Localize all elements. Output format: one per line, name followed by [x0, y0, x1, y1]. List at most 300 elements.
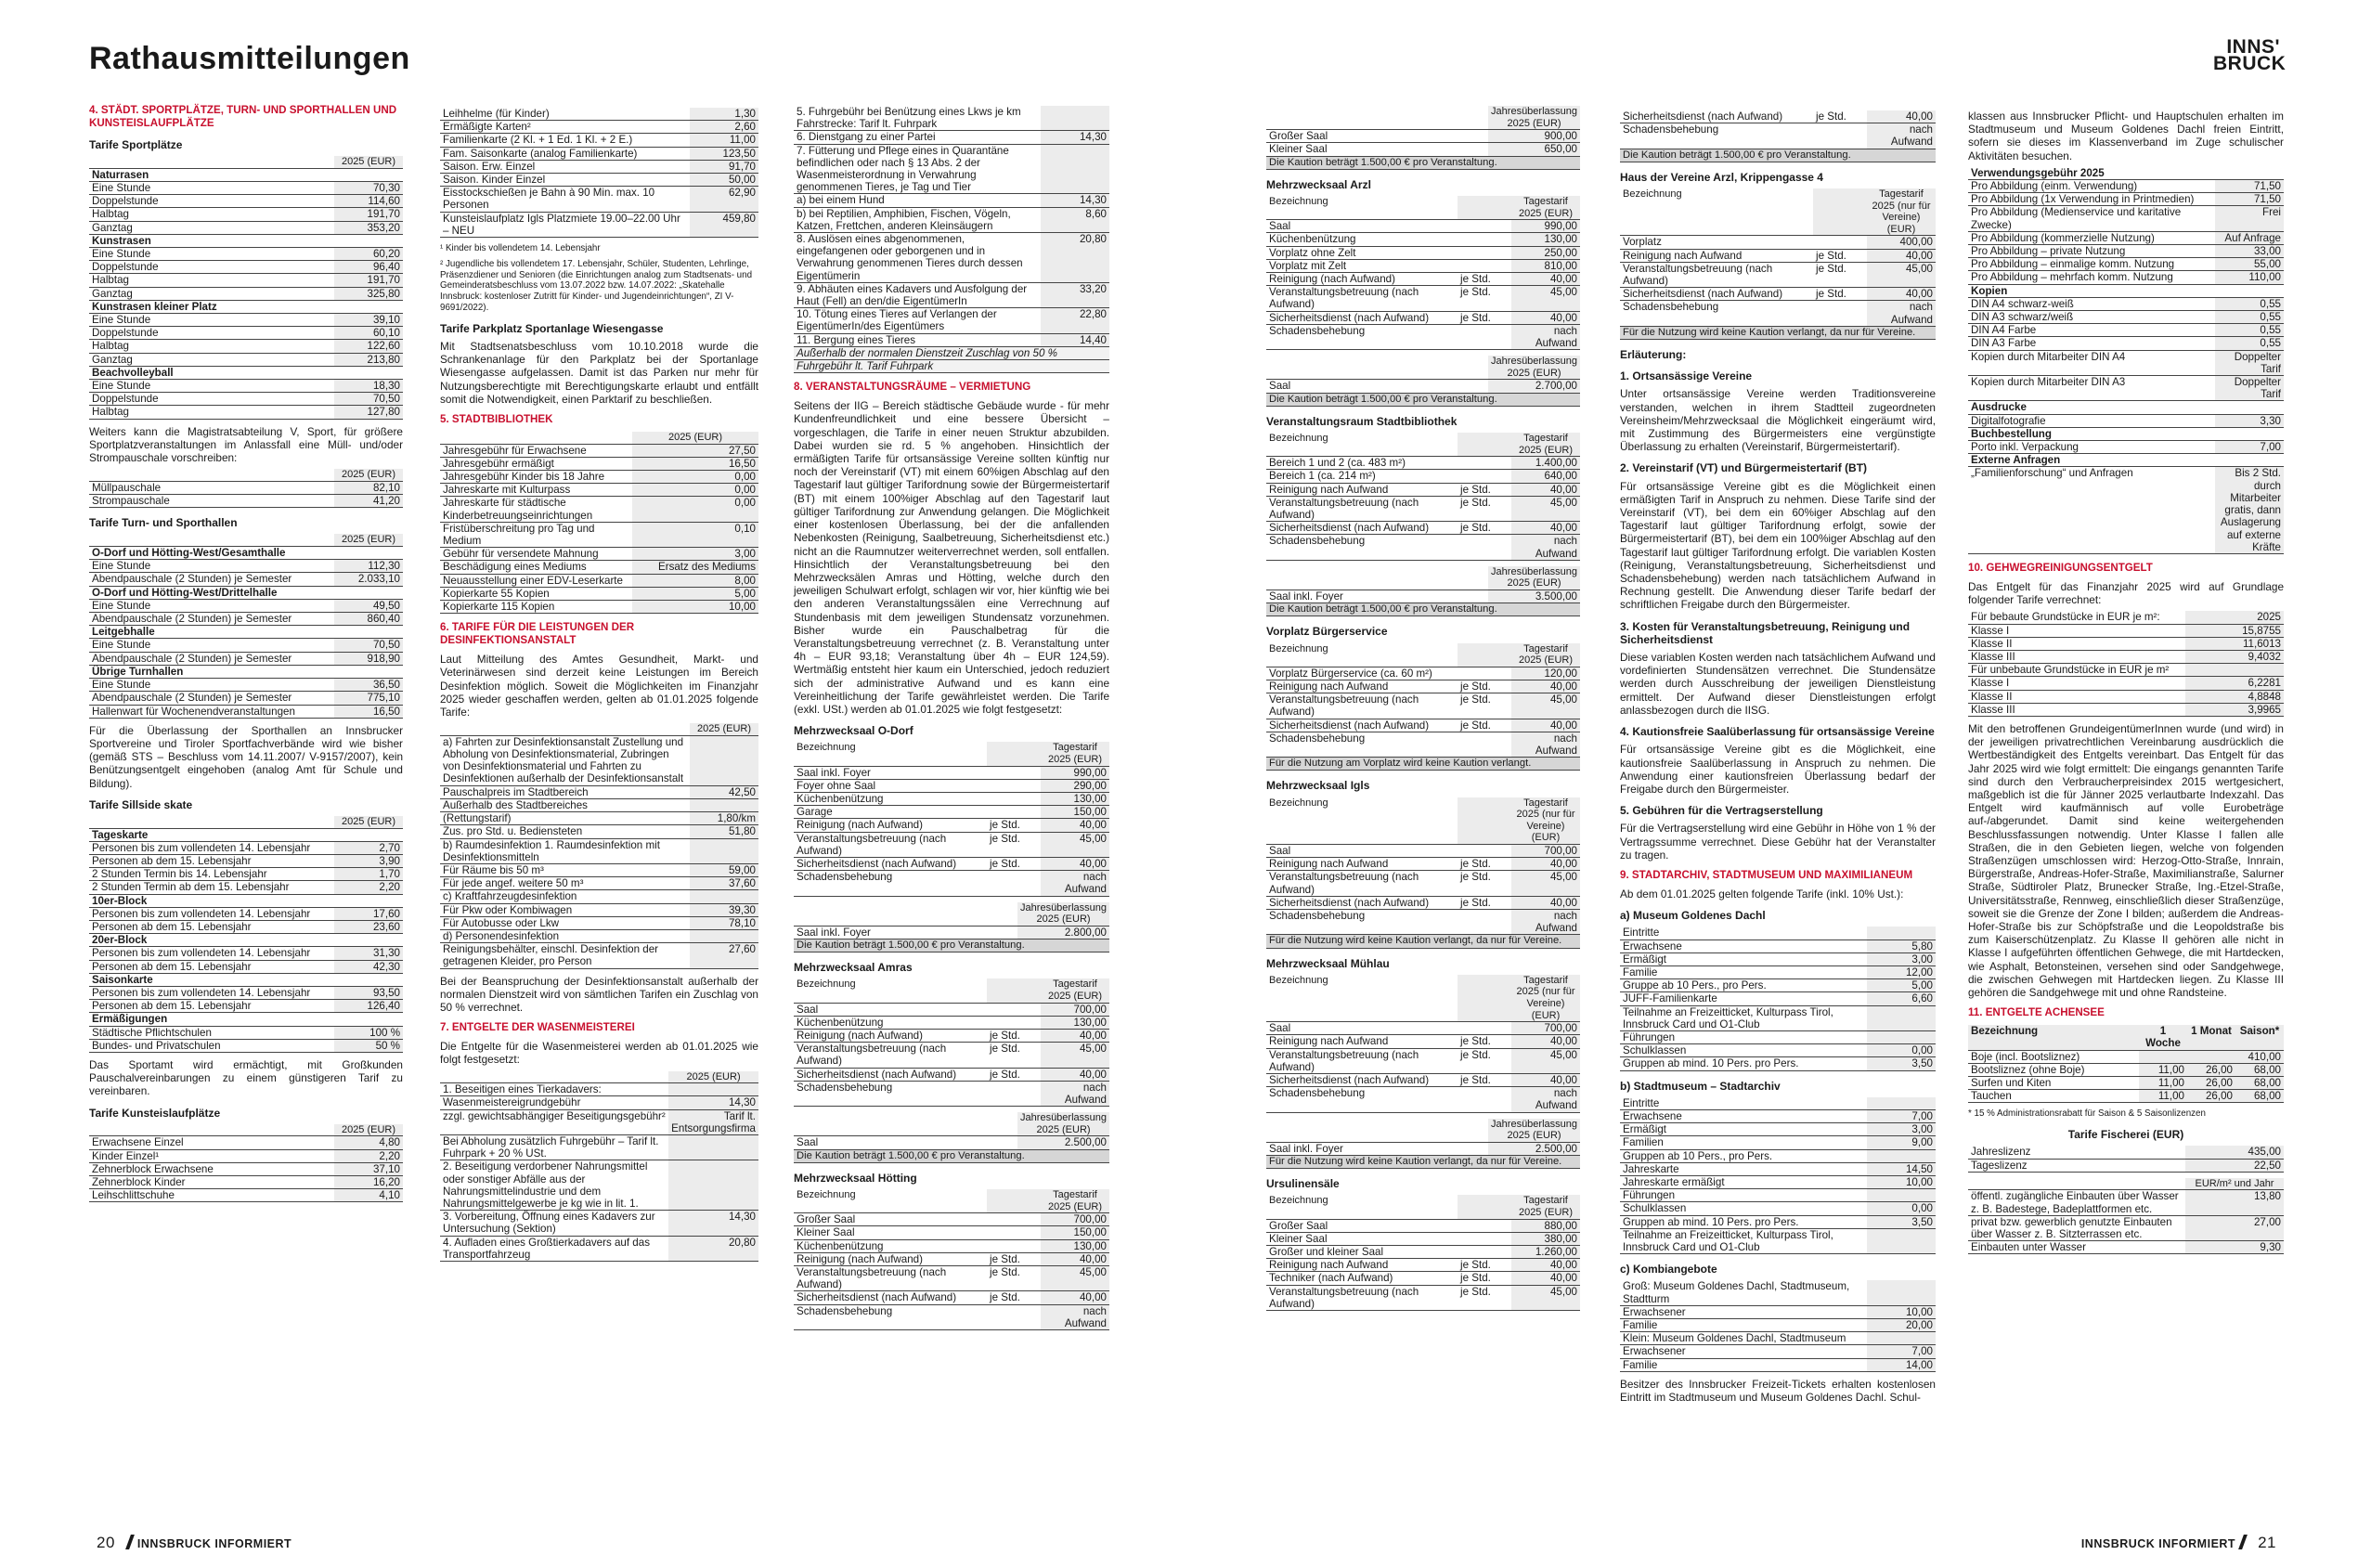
table-row [1968, 690, 2284, 703]
table-label-cell: Doppelstunde [89, 195, 334, 208]
table-label-cell: Veranstaltungsbetreuung (nach Aufwand) [794, 1265, 987, 1290]
footnote: ² Jugendliche bis vollendetem 17. Lebensjahr, Schüler, Studenten, Lehrlinge, Präsenzdiener und Senioren (die Einrichtungen analog zum Stadtsenats- und Gemeinderatsbeschluss vom 13.07.2022 bzw. 14.07.2022: „Skatehalle Innsbruck: kostenloser Zutritt für Kinder- und Jugendeinrichtungen“, ZI V-9691/2022). [440, 258, 753, 314]
table-label-cell: Reinigungsbehälter, einschl. Desinfektion der getragenen Kleider, pro Person [440, 943, 690, 968]
table-label-cell: Erwachsener [1620, 1305, 1867, 1318]
table-row [440, 574, 758, 587]
table-header-row [89, 1124, 403, 1136]
subheading: 2. Vereinstarif (VT) und Bürgermeistertarif (BT) [1620, 461, 1868, 475]
table-value-cell: 62,90 [690, 187, 758, 212]
table-section-row [89, 934, 403, 947]
table-label-cell: Veranstaltungsbetreuung (nach Aufwand) [794, 832, 987, 857]
table-section-row [89, 665, 403, 678]
table-row [794, 1003, 1109, 1016]
table-value-cell [1458, 732, 1511, 757]
table-value-cell: 50 % [334, 1039, 403, 1052]
table-label-cell: Halbtag [89, 274, 334, 287]
footer-divider-icon [2238, 1535, 2248, 1549]
table-value-cell: je Std. [1458, 273, 1511, 286]
table-value-cell: je Std. [1458, 311, 1511, 324]
table-label-cell: Foyer ohne Saal [794, 779, 987, 792]
table-label-cell: DIN A4 Farbe [1968, 324, 2215, 337]
table-value-cell: 700,00 [1511, 1022, 1580, 1035]
table-row [1266, 457, 1580, 470]
table-label-cell: Teilnahme an Freizeitticket, Kulturpass Tirol, Innsbruck Card und O1-Club [1620, 1228, 1867, 1253]
table-row [89, 1189, 403, 1202]
table-row [440, 187, 758, 212]
table-value-cell: 8,60 [1041, 207, 1109, 232]
table-value-cell: Jahresüberlassung 2025 (EUR) [1017, 1112, 1109, 1136]
paragraph: Für ortsansässige Vereine gibt es die Möglichkeit einen ermäßigten Tarif in Anspruch zu nehmen. Diese Tarife sind der Vereinstarif (VT), bei dem ein 60%iger Abschlag auf den Tagestarif laut gültiger Tarifordnung erfolgt, sowie der Bürgermeistertarif (BT), bei dem ein 100%iger Abschlag auf den Tagestarif laut gültiger Tarifordnung erfolgt. Die variablen Kosten (Reinigung, Veranstaltungsbetreuung, Sicherheitsdienst und Schadensbehebung) werden nach tatsächlichem Aufwand in Rechnung gestellt. Die Anwendung dieser Tarife bedarf der schriftlichen Freigabe durch den Bürgermeister. [1620, 479, 1936, 612]
table-value-cell: 120,00 [1511, 667, 1580, 680]
subheading: Mehrzwecksaal Arzl [1266, 177, 1371, 191]
table-row [1968, 1215, 2284, 1240]
table-row [1620, 1319, 1936, 1332]
table-label-cell: Vorplatz ohne Zelt [1266, 246, 1458, 259]
table-value-cell: 40,00 [1511, 1259, 1580, 1272]
table-label-cell: Gruppen ab mind. 10 Pers. pro Pers. [1620, 1215, 1867, 1228]
table-label-cell: Eintritte [1620, 927, 1867, 940]
table-value-cell [1867, 1280, 1936, 1305]
table-label-cell: Fristüberschreitung pro Tag und Medium [440, 522, 632, 547]
table-label-cell: a) bei einem Hund [794, 194, 1041, 207]
paragraph: Besitzer des Innsbrucker Freizeit-Tickets erhalten kostenlosen Eintritt im Stadtmuseum und Museum Goldenes Dachl. Schul- [1620, 1377, 1936, 1405]
table-row [794, 233, 1109, 283]
table-value-cell: 40,00 [1511, 1074, 1580, 1087]
paragraph: Seitens der IIG – Bereich städtische Gebäude wurde - für mehr Kundenfreundlichkeit und eine bessere Übersicht – vorgeschlagen, die Tarife in einer neuen Struktur abzubilden. Dabei wurden sie rd. 5 % angehoben. Hinsichtlich der ermäßigten Tarife für ortsansässige Vereine sollten künftig nur noch der Vereinstarif (VT) mit einem 60%igen Abschlag auf den Tagestarif laut gültiger Tarifordnung sowie der Bürgermeistertarif (BT) mit einem 100%iger Abschlag auf den Tagestarif laut gültiger Tarifordnung zur Anwendung gelangen. Die Möglichkeit einer kostenlosen Überlassung, bei der die anfallenden Nebenkosten (Reinigung, Saalbetreuung, Sicherheitsdienst etc.) nicht an die Raumnutzer weiterverrechnet werden, soll entfallen. Hinsichtlich der Veranstaltungsbetreuung bei den Mehrzwecksälen Amras und Hötting, welche durch den jeweiligen Schulwart erfolgt, schlagen wir vor, hier künftig wie bei den anderen Veranstaltungssälen eine Verrechnung auf Stundenbasis mit dem jeweiligen Stundensatz vorzunehmen. Bisher wurde ein Pauschalbetrag für die Veranstaltungsbetreuung verrechnet (z. B. Veranstaltung unter 4h – EUR 93,18; Veranstaltung über 4h – EUR 124,59). Wertmäßig entsteht hier kaum ein Unterschied, jedoch reduziert sich der administrative Aufwand und es kann eine Vereinheitlichung der Tarife gewährleistet werden. Die Tarife (exkl. USt.) werden ab 01.01.2025 wie folgt festgesetzt: [794, 399, 1109, 716]
table-label-cell: Eine Stunde [89, 182, 334, 195]
table-value-cell: je Std. [1458, 522, 1511, 535]
table-value-cell: 11,00 [2139, 1077, 2187, 1090]
table-value-cell [987, 792, 1041, 805]
table-value-cell: 33,00 [2215, 245, 2284, 258]
paragraph: Die Entgelte für die Wasenmeisterei werden ab 01.01.2025 wie folgt festgesetzt: [440, 1040, 758, 1067]
table-value-cell: je Std. [1813, 262, 1867, 287]
table-row [89, 208, 403, 221]
table-row [440, 1109, 758, 1134]
fee-table [1968, 1146, 2284, 1172]
table-row [1266, 380, 1580, 393]
fee-table [440, 1071, 758, 1262]
table-value-cell: 1,30 [690, 108, 758, 121]
table-label-cell: Eine Stunde [89, 248, 334, 261]
fee-table [1266, 1195, 1580, 1311]
table-label-cell: Veranstaltungsbetreuung (nach Aufwand) [1266, 286, 1458, 311]
table-label-cell: Doppelstunde [89, 261, 334, 274]
table-value-cell: 1 Woche [2139, 1025, 2187, 1050]
table-row [1620, 236, 1936, 249]
table-label-cell: öffentl. zugängliche Einbauten über Wasser z. B. Badestege, Badeplattformen etc. [1968, 1190, 2185, 1215]
table-value-cell: 2,20 [334, 881, 403, 894]
table-value-cell: 5,00 [632, 587, 758, 600]
table-value-cell [1458, 1195, 1511, 1219]
table-label-cell: Schadensbehebung [794, 1304, 987, 1329]
table-label-cell: Veranstaltungsbetreuung (nach Aufwand) [1266, 1285, 1458, 1310]
table-row [1266, 233, 1580, 246]
table-value-cell: 39,30 [690, 903, 758, 916]
table-label-cell: Bereich 1 und 2 (ca. 483 m²) [1266, 457, 1458, 470]
table-label-cell: Kopierkarte 55 Kopien [440, 587, 632, 600]
paragraph: Für ortsansässige Vereine gibt es die Möglichkeit, eine kautionsfreie Saalüberlassung in Anspruch zu nehmen. Die Anwendung einer kautionsfreien Überlassung bedarf der Freigabe durch den Bürgermeister. [1620, 743, 1936, 796]
table-label-cell: Reinigung (nach Aufwand) [794, 1029, 987, 1042]
table-value-cell: 11,00 [2139, 1090, 2187, 1103]
table-value-cell: 45,00 [1511, 693, 1580, 719]
table-row [89, 327, 403, 340]
table-value-cell: je Std. [987, 1265, 1041, 1290]
table-label-cell: Saal inkl. Foyer [1266, 590, 1488, 603]
table-row [794, 346, 1109, 359]
table-value-cell: 918,90 [334, 652, 403, 665]
table-label-cell [89, 469, 334, 481]
table-row [1266, 845, 1580, 858]
table-value-cell [1458, 667, 1511, 680]
table-value-cell: 0,10 [632, 522, 758, 547]
table-label-cell: Personen ab dem 15. Lebensjahr [89, 920, 334, 933]
table-value-cell: Doppelter Tarif [2215, 350, 2284, 375]
table-row [1266, 1285, 1580, 1310]
table-row [1266, 1232, 1580, 1245]
subheading: Ursulinensäle [1266, 1177, 1340, 1191]
table-row [1620, 1228, 1936, 1253]
table-value-cell [987, 1213, 1041, 1226]
table-value-cell: 150,00 [1041, 806, 1109, 819]
table-header-row [1968, 1178, 2284, 1190]
table-row [1266, 220, 1580, 233]
table-header-row [440, 432, 758, 444]
table-label-cell: Schulklassen [1620, 1202, 1867, 1215]
column-1 [89, 104, 403, 1208]
table-row [1968, 297, 2284, 310]
table-section-row [89, 366, 403, 379]
table-header-row [1266, 1195, 1580, 1219]
table-value-cell: je Std. [1458, 286, 1511, 311]
table-value-cell: je Std. [987, 832, 1041, 857]
fee-table [440, 432, 758, 614]
table-label-cell: Saal [1266, 220, 1458, 233]
table-label-cell: Klein: Museum Goldenes Dachl, Stadtmuseum [1620, 1332, 1867, 1345]
table-value-cell [1458, 975, 1511, 1022]
table-row [89, 841, 403, 854]
table-label-cell: Schadensbehebung [794, 1081, 987, 1106]
table-label-cell: Küchenbenützung [794, 1016, 987, 1029]
table-label-cell: Bezeichnung [1266, 1195, 1458, 1219]
table-value-cell: 10,00 [1867, 1175, 1936, 1188]
table-cell: Kopien [1968, 284, 2284, 297]
paragraph: Mit den betroffenen GrundeigentümerInnen wurde (und wird) in der jeweiligen privatrechtlichen Vereinbarung ausdrücklich die Wertbeständigkeit des Entgelts vereinbart. Das Entgelt für das Jahr 2025 wird wie folgt ermittelt: Die eingangs genannten Tarife sind durch den Verbraucherpreisindex 2015 wertgesichert, maßgeblich ist die für Jänner 2025 verlautbarte Indexzahl. Das Entgelt wird kaufmännisch auf volle Eurobeträge auf-/abgerundet. Damit sind keine weitergehenden Beschlussfassungen notwendig. Unter Klasse I fallen alle Straßen, die in den Gebieten liegen, welche von folgenden Straßenzügen umschlossen wird: Herzog-Otto-Straße, Innrain, Bürgerstraße, Andreas-Hofer-Straße, Maximilianstraße, Salurner Straße, Südtiroler Platz, Brunecker Straße, Ing.-Etzel-Straße, Universitätsstraße, Rennweg, einschließlich dieser Straßenzüge, soweit sie die Grenze der Zone I bilden; außerdem die Andreas-Hofer-Straße bis zur Schöpfstraße und die Leopoldstraße bis zum Kaiserschützenplatz. Zu Klasse II gehören alle nicht in Klasse I aufgeführten öffentlichen Gehwege, die mit Hartdecken, wie Asphalt, Betonsteinen, versehen sind oder Sandgehwege, die zwischen Gehwegen mit Hartdecken liegen. Zu Klasse III gehören die Sandgehwege mit und ohne Randsteine. [1968, 721, 2284, 999]
table-note-row [1620, 326, 1936, 339]
table-value-cell: 40,00 [1041, 1068, 1109, 1081]
table-label-cell: b) Raumdesinfektion 1. Raumdesinfektion mit Desinfektionsmitteln [440, 838, 690, 863]
table-label-cell: Familie [1620, 1319, 1867, 1332]
table-label-cell: 11. Bergung eines Tieres [794, 333, 1041, 346]
table-value-cell: Saison* [2235, 1025, 2284, 1050]
table-label-cell: Zehnerblock Kinder [89, 1175, 334, 1188]
table-value-cell [987, 766, 1041, 779]
table-value-cell: 26,00 [2187, 1090, 2235, 1103]
table-row [1266, 496, 1580, 521]
table-label-cell: Personen bis zum vollendeten 14. Lebensjahr [89, 907, 334, 920]
table-label-cell: Jahreskarte ermäßigt [1620, 1175, 1867, 1188]
table-value-cell: Jahresüberlassung 2025 (EUR) [1488, 356, 1580, 380]
table-row [1620, 1189, 1936, 1202]
table-label-cell [440, 1071, 668, 1083]
table-row [794, 106, 1109, 131]
table-row [1968, 1063, 2284, 1076]
page-number-left: 20 [97, 1534, 115, 1551]
table-value-cell [1458, 643, 1511, 667]
table-row [89, 314, 403, 327]
table-value-cell [2187, 1050, 2235, 1063]
table-row [794, 1213, 1109, 1226]
table-row [1620, 110, 1936, 123]
table-row [794, 282, 1109, 307]
table-value-cell: 26,00 [2187, 1063, 2235, 1076]
table-section-row [1968, 167, 2284, 180]
table-label-cell: Kopien durch Mitarbeiter DIN A3 [1968, 376, 2215, 401]
table-section-row [89, 894, 403, 907]
table-label-cell: 7. Fütterung und Pflege eines in Quarantäne befindlichen oder nach § 13 Abs. 2 der Wasenmeisterordnung in Verwahrung genommenen Tieres, je Tag und Tier [794, 144, 1041, 194]
table-label-cell: Pro Abbildung (Medienservice und karitative Zwecke) [1968, 206, 2215, 231]
paragraph: Für die Überlassung der Sporthallen an Innsbrucker Sportvereine und Tiroler Sportfachverbände wird wie bisher (gemäß STS – Beschluss vom 14.11.2007/ V-9157/2007), kein Benützungsentgelt eingehoben (analog Amt für Schule und Bildung). [89, 723, 403, 790]
table-row [794, 144, 1109, 194]
table-row [89, 679, 403, 692]
table-section-row [89, 1013, 403, 1026]
table-row [1266, 324, 1580, 349]
subheading: 1. Ortsansässige Vereine [1620, 369, 1753, 383]
table-label-cell: Ermäßigte Karten² [440, 121, 690, 134]
table-cell: Leitgebhalle [89, 626, 403, 639]
table-label-cell: Leihhelme (für Kinder) [440, 108, 690, 121]
table-row [1266, 1259, 1580, 1272]
subheading: Haus der Vereine Arzl, Krippengasse 4 [1620, 170, 1823, 184]
table-row [794, 308, 1109, 333]
table-label-cell: Reinigung (nach Aufwand) [794, 1252, 987, 1265]
table-row [440, 134, 758, 147]
table-row [89, 1000, 403, 1013]
table-value-cell: 20,80 [1041, 233, 1109, 283]
table-value-cell: Jahresüberlassung 2025 (EUR) [1488, 566, 1580, 590]
table-label-cell: 8. Auslösen eines abgenommenen, eingefangenen oder geborgenen und in Verwahrung genommenen Tieres durch dessen Eigentümerin [794, 233, 1041, 283]
table-row [89, 613, 403, 626]
subheading: Tarife Sportplätze [89, 138, 183, 151]
table-label-cell: Pro Abbildung – mehrfach komm. Nutzung [1968, 271, 2215, 284]
table-label-cell: Boje (incl. Bootsliznez) [1968, 1050, 2139, 1063]
table-value-cell: 3,9965 [2185, 703, 2284, 716]
table-row [440, 929, 758, 942]
table-section-row [89, 626, 403, 639]
section-heading: 6. TARIFE FÜR DIE LEISTUNGEN DER DESINFEKTIONSANSTALT [440, 621, 635, 647]
table-value-cell: 3,50 [1867, 1057, 1936, 1070]
innsbruck-logo [2213, 36, 2287, 74]
table-value-cell [1458, 1087, 1511, 1112]
subheading: 3. Kosten für Veranstaltungsbetreuung, Reinigung und Sicherheitsdienst [1620, 619, 1911, 646]
table-label-cell: Reinigung nach Aufwand [1620, 249, 1813, 262]
table-value-cell: 23,60 [334, 920, 403, 933]
paragraph: Das Sportamt wird ermächtigt, mit Großkunden Pauschalvereinbarungen zu einem günstigeren Tarif zu vereinbaren. [89, 1057, 403, 1098]
table-value-cell: 40,00 [1041, 1252, 1109, 1265]
table-header-row [794, 902, 1109, 927]
paragraph: Laut Mitteilung des Amtes Gesundheit, Markt- und Veterinärwesen sind derzeit keine Leistungen im Bereich Desinfektion möglich. Soweit die Möglichkeiten im Finanzjahr 2025 wieder geschaffen werden, gelten ab 01.01.2025 folgende Tarife: [440, 653, 758, 719]
table-value-cell: nach Aufwand [1511, 324, 1580, 349]
fee-table [1620, 927, 1936, 1070]
table-label-cell: Großer und kleiner Saal [1266, 1246, 1458, 1259]
table-cell: Für die Nutzung am Vorplatz wird keine Kaution verlangt. [1266, 758, 1580, 771]
table-value-cell: 353,20 [334, 221, 403, 234]
table-section-row [1968, 401, 2284, 414]
table-row [1968, 624, 2284, 637]
table-value-cell [987, 1239, 1041, 1252]
table-value-cell: je Std. [1813, 288, 1867, 301]
table-value-cell [1458, 1232, 1511, 1245]
table-row [794, 1068, 1109, 1081]
table-label-cell: Schadensbehebung [1266, 324, 1458, 349]
table-label-cell: Kleiner Saal [1266, 143, 1488, 156]
table-row [1968, 703, 2284, 716]
table-label-cell [1266, 106, 1488, 130]
table-value-cell: je Std. [1458, 871, 1511, 896]
table-label-cell: Reinigung nach Aufwand [1266, 1035, 1458, 1048]
table-value-cell: 410,00 [2235, 1050, 2284, 1063]
table-label-cell: Kleiner Saal [794, 1226, 987, 1239]
table-row [794, 1226, 1109, 1239]
table-row [440, 943, 758, 968]
table-row [440, 212, 758, 237]
table-row [440, 522, 758, 547]
subheading: Tarife Fischerei (EUR) [2067, 1128, 2184, 1142]
table-cell: Die Kaution beträgt 1.500,00 € pro Veranstaltung. [794, 1149, 1109, 1162]
table-row [89, 868, 403, 881]
table-label-cell: Reinigung (nach Aufwand) [794, 819, 987, 832]
table-row [1968, 180, 2284, 193]
table-label-cell: Küchenbenützung [794, 1239, 987, 1252]
table-note-row [1266, 1156, 1580, 1169]
table-value-cell: 27,00 [2185, 1215, 2284, 1240]
table-section-row [89, 586, 403, 599]
table-value-cell: nach Aufwand [1041, 1304, 1109, 1329]
table-value-cell: 2,20 [334, 1149, 403, 1162]
paragraph: Ab dem 01.01.2025 gelten folgende Tarife (inkl. 10% Ust.): [1620, 887, 1904, 901]
fee-table [1266, 643, 1580, 771]
table-label-cell: Pro Abbildung – private Nutzung [1968, 245, 2215, 258]
table-label-cell [89, 156, 334, 168]
table-row [1620, 1005, 1936, 1030]
table-label-cell: Jahresgebühr ermäßigt [440, 457, 632, 470]
table-row [1266, 910, 1580, 935]
column-6 [1968, 107, 2284, 1260]
table-label-cell [89, 816, 334, 828]
table-value-cell: 49,50 [334, 599, 403, 612]
table-row [440, 147, 758, 160]
table-cell: Kunstrasen [89, 234, 403, 247]
table-value-cell: 700,00 [1041, 1213, 1109, 1226]
table-value-cell: nach Aufwand [1511, 1087, 1580, 1112]
table-value-cell: Tagestarif 2025 (nur für Vereine) (EUR) [1867, 188, 1936, 236]
table-row [1266, 732, 1580, 757]
table-value-cell [1813, 123, 1867, 149]
table-value-cell: 860,40 [334, 613, 403, 626]
table-label-cell: Halbtag [89, 340, 334, 353]
logo-line-1: INNS' [2226, 36, 2280, 58]
table-row [1620, 1044, 1936, 1057]
table-label-cell: Saal [1266, 845, 1458, 858]
table-label-cell: b) bei Reptilien, Amphibien, Fischen, Vögeln, Katzen, Frettchen, anderen Kleinsäugern [794, 207, 1041, 232]
table-value-cell: 40,00 [1511, 1272, 1580, 1285]
table-label-cell: Schadensbehebung [1620, 123, 1813, 149]
table-value-cell: je Std. [1458, 1259, 1511, 1272]
table-label-cell: Doppelstunde [89, 393, 334, 406]
table-label-cell: Vorplatz mit Zelt [1266, 259, 1458, 272]
table-value-cell: 2,70 [334, 841, 403, 854]
table-section-row [89, 300, 403, 313]
table-note-row [794, 1149, 1109, 1162]
table-note-row [1620, 149, 1936, 162]
table-value-cell: Tagestarif 2025 (EUR) [1511, 433, 1580, 457]
table-label-cell: Bezeichnung [1266, 433, 1458, 457]
table-row [89, 960, 403, 973]
table-row [1620, 1345, 1936, 1358]
table-row [1620, 1149, 1936, 1162]
table-row [1266, 1087, 1580, 1112]
table-value-cell: Auf Anfrage [2215, 231, 2284, 244]
section-heading: 9. STADTARCHIV, STADTMUSEUM UND MAXIMILIANEUM [1620, 868, 1913, 881]
table-value-cell: 40,00 [1867, 110, 1936, 123]
table-label-cell: Abendpauschale (2 Stunden) je Semester [89, 613, 334, 626]
table-value-cell: 14,30 [668, 1096, 758, 1109]
table-label-cell: Sicherheitsdienst (nach Aufwand) [794, 1291, 987, 1304]
table-value-cell: 16,20 [334, 1175, 403, 1188]
table-row [1968, 324, 2284, 337]
table-value-cell: 50,00 [690, 174, 758, 187]
table-row [1266, 719, 1580, 732]
table-label-cell: Erwachsene [1620, 1109, 1867, 1122]
table-value-cell: 2025 (EUR) [334, 1124, 403, 1136]
table-value-cell: 775,10 [334, 692, 403, 705]
table-label-cell: Veranstaltungsbetreuung (nach Aufwand) [794, 1043, 987, 1068]
table-row [89, 221, 403, 234]
table-cell: Naturrasen [89, 168, 403, 181]
table-label-cell: DIN A3 Farbe [1968, 337, 2215, 350]
table-value-cell: 7,00 [1867, 1345, 1936, 1358]
table-cell: Ermäßigungen [89, 1013, 403, 1026]
table-value-cell: 70,50 [334, 393, 403, 406]
table-value-cell [1458, 797, 1511, 845]
table-label-cell: Abendpauschale (2 Stunden) je Semester [89, 573, 334, 586]
subheading: c) Kombiangebote [1620, 1263, 1717, 1276]
subheading: Tarife Turn- und Sporthallen [89, 516, 238, 530]
table-label-cell: Personen bis zum vollendeten 14. Lebensjahr [89, 947, 334, 960]
table-value-cell: 640,00 [1511, 470, 1580, 483]
table-value-cell: nach Aufwand [1511, 910, 1580, 935]
table-label-cell: Reinigung (nach Aufwand) [1266, 273, 1458, 286]
fee-table [440, 108, 758, 238]
table-row [1620, 262, 1936, 287]
fee-table [440, 723, 758, 968]
table-label-cell: 4. Aufladen eines Großtierkadavers auf das Transportfahrzeug [440, 1236, 668, 1261]
logo-line-2: BRUCK [2213, 53, 2287, 74]
table-row [89, 639, 403, 652]
table-value-cell [987, 978, 1041, 1003]
table-label-cell: Tauchen [1968, 1090, 2139, 1103]
table-label-cell: Für Autobusse oder Lkw [440, 916, 690, 929]
table-label-cell: Pro Abbildung (1x Verwendung in Printmedien) [1968, 193, 2215, 206]
table-label-cell: Veranstaltungsbetreuung (nach Aufwand) [1620, 262, 1813, 287]
table-value-cell: 150,00 [1041, 1226, 1109, 1239]
table-value-cell: 59,00 [690, 863, 758, 876]
table-row [1620, 1109, 1936, 1122]
table-label-cell: Hallenwart für Wochenendveranstaltungen [89, 705, 334, 718]
fee-table [1620, 1280, 1936, 1371]
fee-table [89, 534, 403, 718]
table-header-row [89, 156, 403, 168]
